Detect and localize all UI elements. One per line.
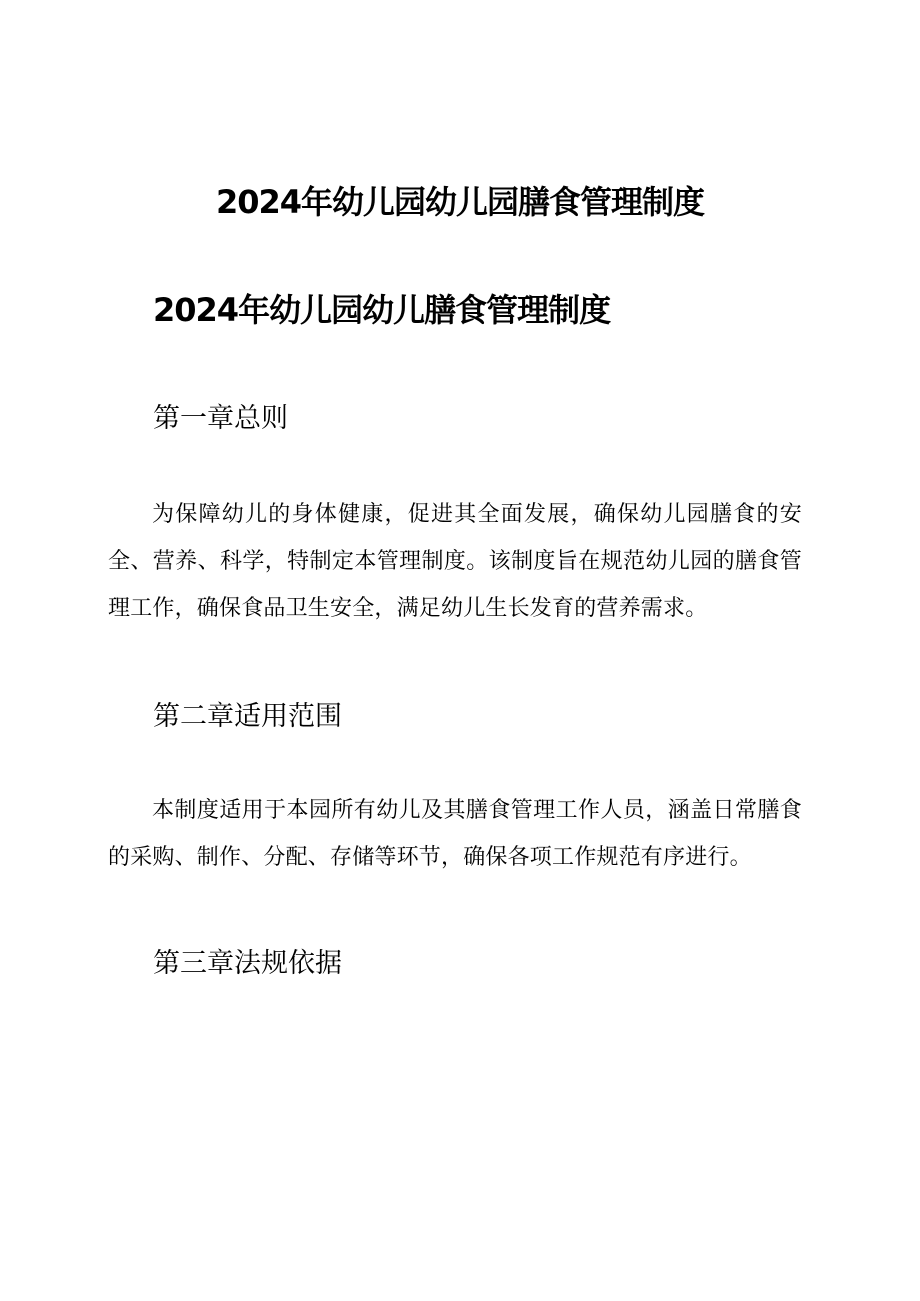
chapter-3-heading: 第三章法规依据 — [153, 948, 342, 979]
chapter-2-heading: 第二章适用范围 — [153, 701, 342, 732]
chapter-2-paragraph: 本制度适用于本园所有幼儿及其膳食管理工作人员，涵盖日常膳食的采购、制作、分配、存储等环节，确保各项工作规范有序进行。 — [108, 798, 802, 870]
document-title: 2024年幼儿园幼儿园膳食管理制度 — [215, 183, 705, 221]
document-subtitle: 2024年幼儿园幼儿膳食管理制度 — [153, 291, 611, 329]
chapter-1-paragraph: 为保障幼儿的身体健康，促进其全面发展，确保幼儿园膳食的安全、营养、科学，特制定本管理制度。该制度旨在规范幼儿园的膳食管理工作，确保食品卫生安全，满足幼儿生长发育的营养需求。 — [108, 502, 802, 621]
chapter-1-heading: 第一章总则 — [153, 403, 288, 434]
